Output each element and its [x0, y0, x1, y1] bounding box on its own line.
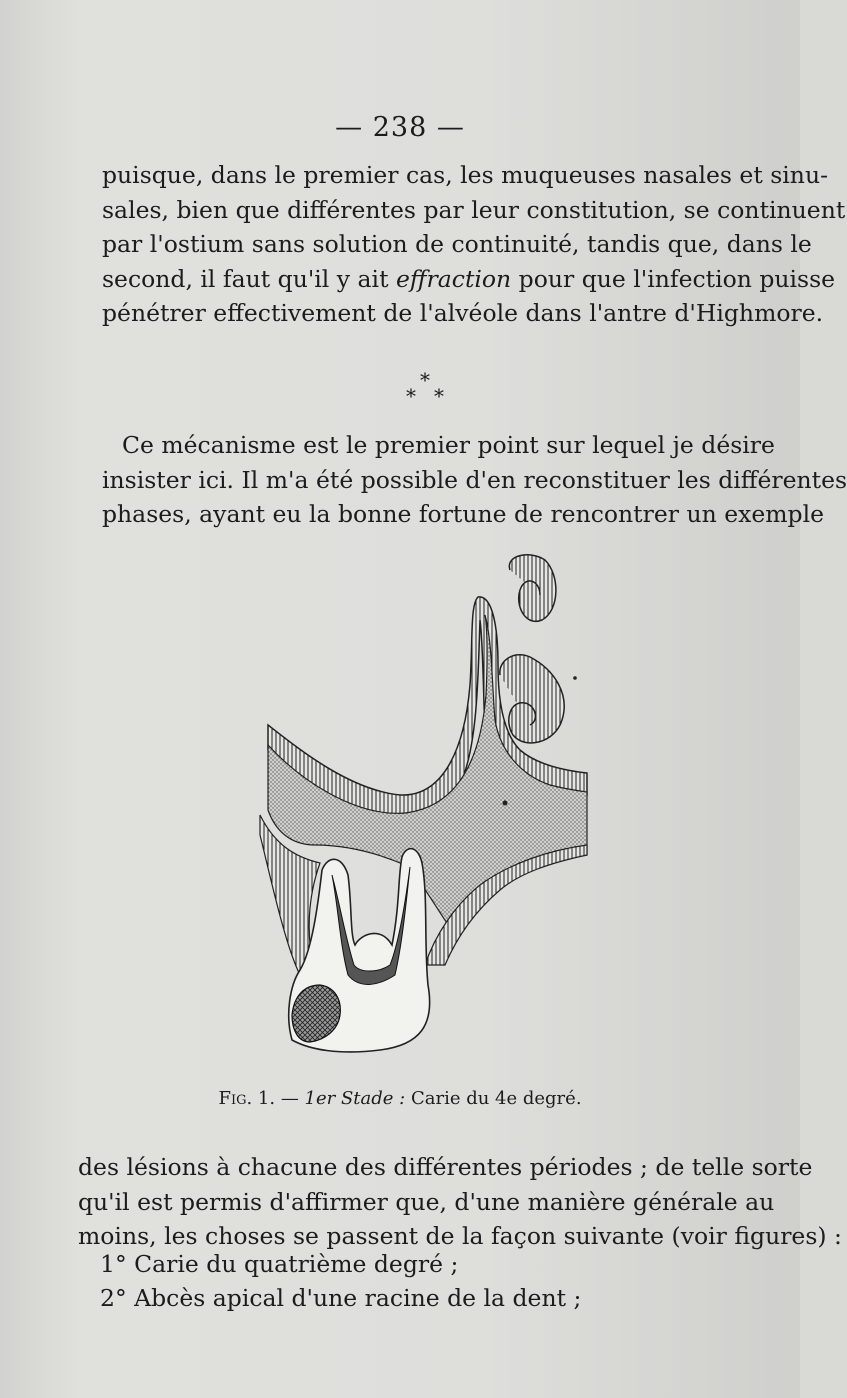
- anatomical-illustration: [230, 545, 600, 1075]
- asterisk: *: [434, 384, 444, 408]
- text-line: phases, ayant eu la bonne fortune de rencontrer un exemple: [102, 500, 825, 528]
- text-line: moins, les choses se passent de la façon suivante (voir figures) :: [78, 1222, 842, 1250]
- list-item: 2° Abcès apical d'une racine de la dent ;: [100, 1284, 582, 1312]
- text-line: insister ici. Il m'a été possible d'en reconstituer les différentes: [102, 465, 847, 494]
- caption-stage: 1er Stade :: [304, 1088, 406, 1109]
- figure-label: Fig. 1.: [218, 1088, 276, 1109]
- paragraph-1: [102, 158, 846, 331]
- page-number: — 238 —: [335, 112, 465, 143]
- text-line: [102, 262, 836, 297]
- sinus-lobe-upper: [509, 555, 556, 622]
- text-line: pénétrer effectivement de l'alvéole dans l'antre d'Highmore.: [102, 299, 824, 327]
- text-segment: second, il faut qu'il y ait: [102, 264, 396, 293]
- text-line: sales, bien que différentes par leur constitution, se continuent: [102, 195, 846, 224]
- text-line: des lésions à chacune des différentes périodes ; de telle sorte: [78, 1153, 813, 1181]
- caption-text: Carie du 4e degré.: [405, 1088, 582, 1109]
- sinus-lobe-lower: [500, 655, 564, 743]
- asterism-divider: [398, 368, 458, 408]
- text-line: qu'il est permis d'affirmer que, d'une manière générale au: [78, 1187, 775, 1216]
- text-line: par l'ostium sans solution de continuité, tandis que, dans le: [102, 230, 812, 258]
- caption-dash: —: [275, 1088, 305, 1109]
- emphasis-word: effraction: [395, 264, 512, 293]
- paragraph-3: [78, 1150, 842, 1254]
- text-line: puisque, dans le premier cas, les muqueuses nasales et sinu-: [102, 161, 829, 189]
- text-line: Ce mécanisme est le premier point sur lequel je désire: [122, 431, 775, 459]
- text-segment: pour que l'infection puisse: [511, 264, 836, 293]
- asterisk: *: [406, 384, 416, 408]
- list-item: 1° Carie du quatrième degré ;: [100, 1250, 459, 1278]
- asterisk: *: [420, 368, 430, 392]
- paragraph-2: [102, 428, 847, 532]
- figure-caption: [0, 1088, 800, 1109]
